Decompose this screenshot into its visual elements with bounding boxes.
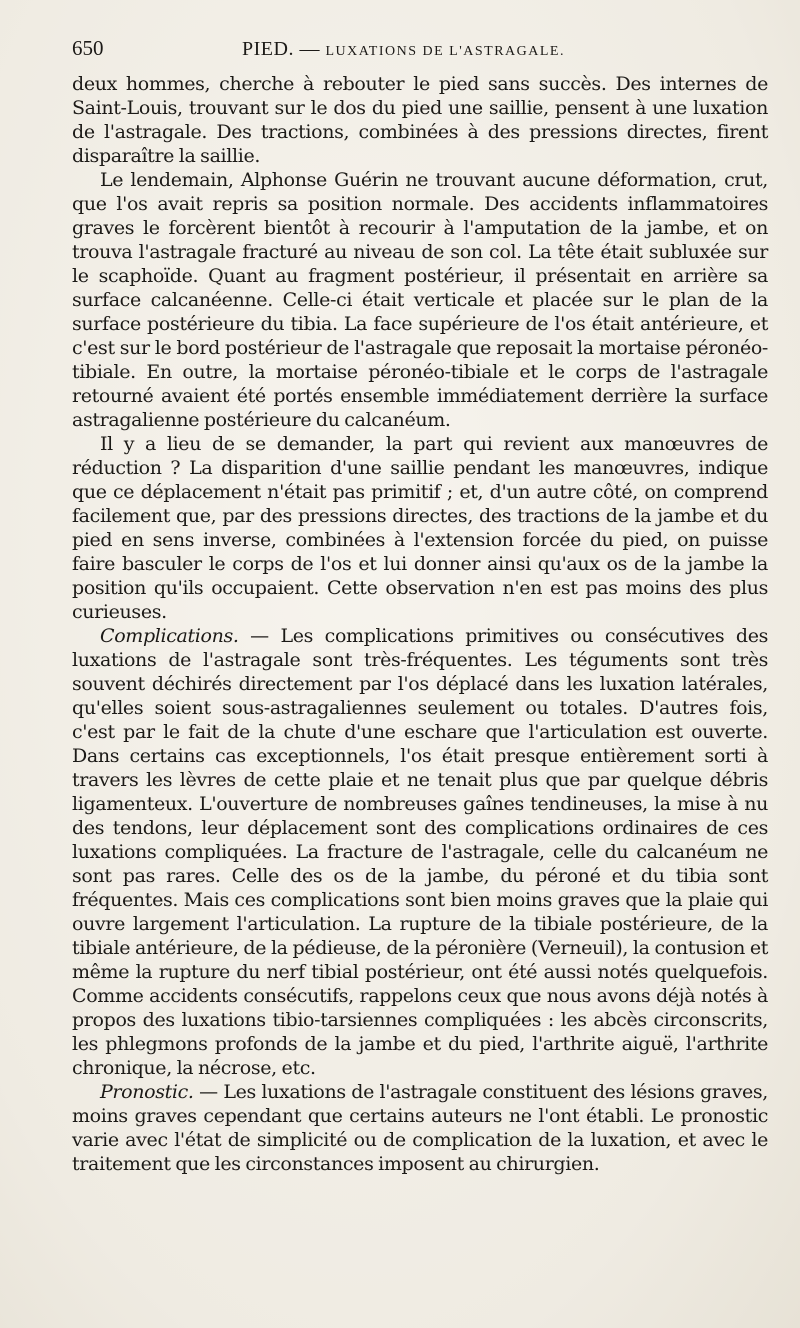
paragraph-complications (72, 624, 768, 1080)
paragraph-lead-complications: Complications. (100, 625, 239, 647)
paragraph-text: — Les luxations de l'astragale constituent des lésions graves, moins graves cependant que certains auteurs ne l'ont établi. Le pronostic varie avec l'état de simplicité ou de complication de la luxation, et avec le traitement que les circonstances imposent au chirurgien. (72, 1081, 768, 1175)
page-number: 650 (72, 36, 104, 60)
running-head-title: PIED. (242, 38, 294, 60)
paragraph-text: Le lendemain, Alphonse Guérin ne trouvant aucune déformation, crut, que l'os avait repris sa position normale. Des accidents inflammatoires graves le forcèrent bientôt à recourir à l'amputation de la jambe, et on trouva l'astragale fracturé au niveau de son col. La tête était subluxée sur le scaphoïde. Quant au fragment postérieur, il présentait en arrière sa surface calcanéenne. Celle-ci était verticale et placée sur le plan de la surface postérieure du tibia. La face supérieure de l'os était antérieure, et c'est sur le bord postérieur de l'astragale que reposait la mortaise péronéo-tibiale. En outre, la mortaise péronéo-tibiale et le corps de l'astragale retourné avaient été portés ensemble immédiatement derrière la surface astragalienne postérieure du calcanéum. (72, 169, 768, 431)
paragraph-text: — Les complications primitives ou consécutives des luxations de l'astragale sont très-fréquentes. Les téguments sont très souvent déchirés directement par l'os déplacé dans les luxation latérales, qu'elles soient sous-astragaliennes seulement ou totales. D'autres fois, c'est par le fait de la chute d'une eschare que l'articulation est ouverte. Dans certains cas exceptionnels, l'os était presque entièrement sorti à travers les lèvres de cette plaie et ne tenait plus que par quelque débris ligamenteux. L'ouverture de nombreuses gaînes tendineuses, la mise à nu des tendons, leur déplacement sont des complications ordinaires de ces luxations compliquées. La fracture de l'astragale, celle du calcanéum ne sont pas rares. Celle des os de la jambe, du péroné et du tibia sont fréquentes. Mais ces complications sont bien moins graves que la plaie qui ouvre largement l'articulation. La rupture de la tibiale postérieure, de la tibiale antérieure, de la pédieuse, de la péronière (Verneuil), la contusion et même la rupture du nerf tibial postérieur, ont été aussi notés quelquefois. Comme accidents consécutifs, rappelons ceux que nous avons déjà notés à propos des luxations tibio-tarsiennes compliquées : les abcès circonscrits, les phlegmons profonds de la jambe et du pied, l'arthrite aiguë, l'arthrite chronique, la nécrose, etc. (72, 625, 768, 1079)
paragraph-continuation (72, 72, 768, 168)
running-head (242, 38, 565, 61)
running-head-section: LUXATIONS DE L'ASTRAGALE. (325, 44, 565, 59)
paragraph-lead-pronostic: Pronostic. (100, 1081, 194, 1103)
paragraph-pronostic (72, 1080, 768, 1176)
page-header (72, 36, 768, 66)
paragraph-text: deux hommes, cherche à rebouter le pied sans succès. Des internes de Saint-Louis, trouvant sur le dos du pied une saillie, pensent à une luxation de l'astragale. Des tractions, combinées à des pressions directes, firent disparaître la saillie. (72, 73, 768, 167)
paragraph-text: Il y a lieu de se demander, la part qui revient aux manœuvres de réduction ? La disparition d'une saillie pendant les manœuvres, indique que ce déplacement n'était pas primitif ; et, d'un autre côté, on comprend facilement que, par des pressions directes, des tractions de la jambe et du pied en sens inverse, combinées à l'extension forcée du pied, on puisse faire basculer le corps de l'os et lui donner ainsi qu'aux os de la jambe la position qu'ils occupaient. Cette observation n'en est pas moins des plus curieuses. (72, 433, 768, 623)
body-text (72, 72, 768, 1176)
paragraph-reduction (72, 432, 768, 624)
paragraph-lendemain (72, 168, 768, 432)
running-head-separator: — (299, 38, 320, 60)
